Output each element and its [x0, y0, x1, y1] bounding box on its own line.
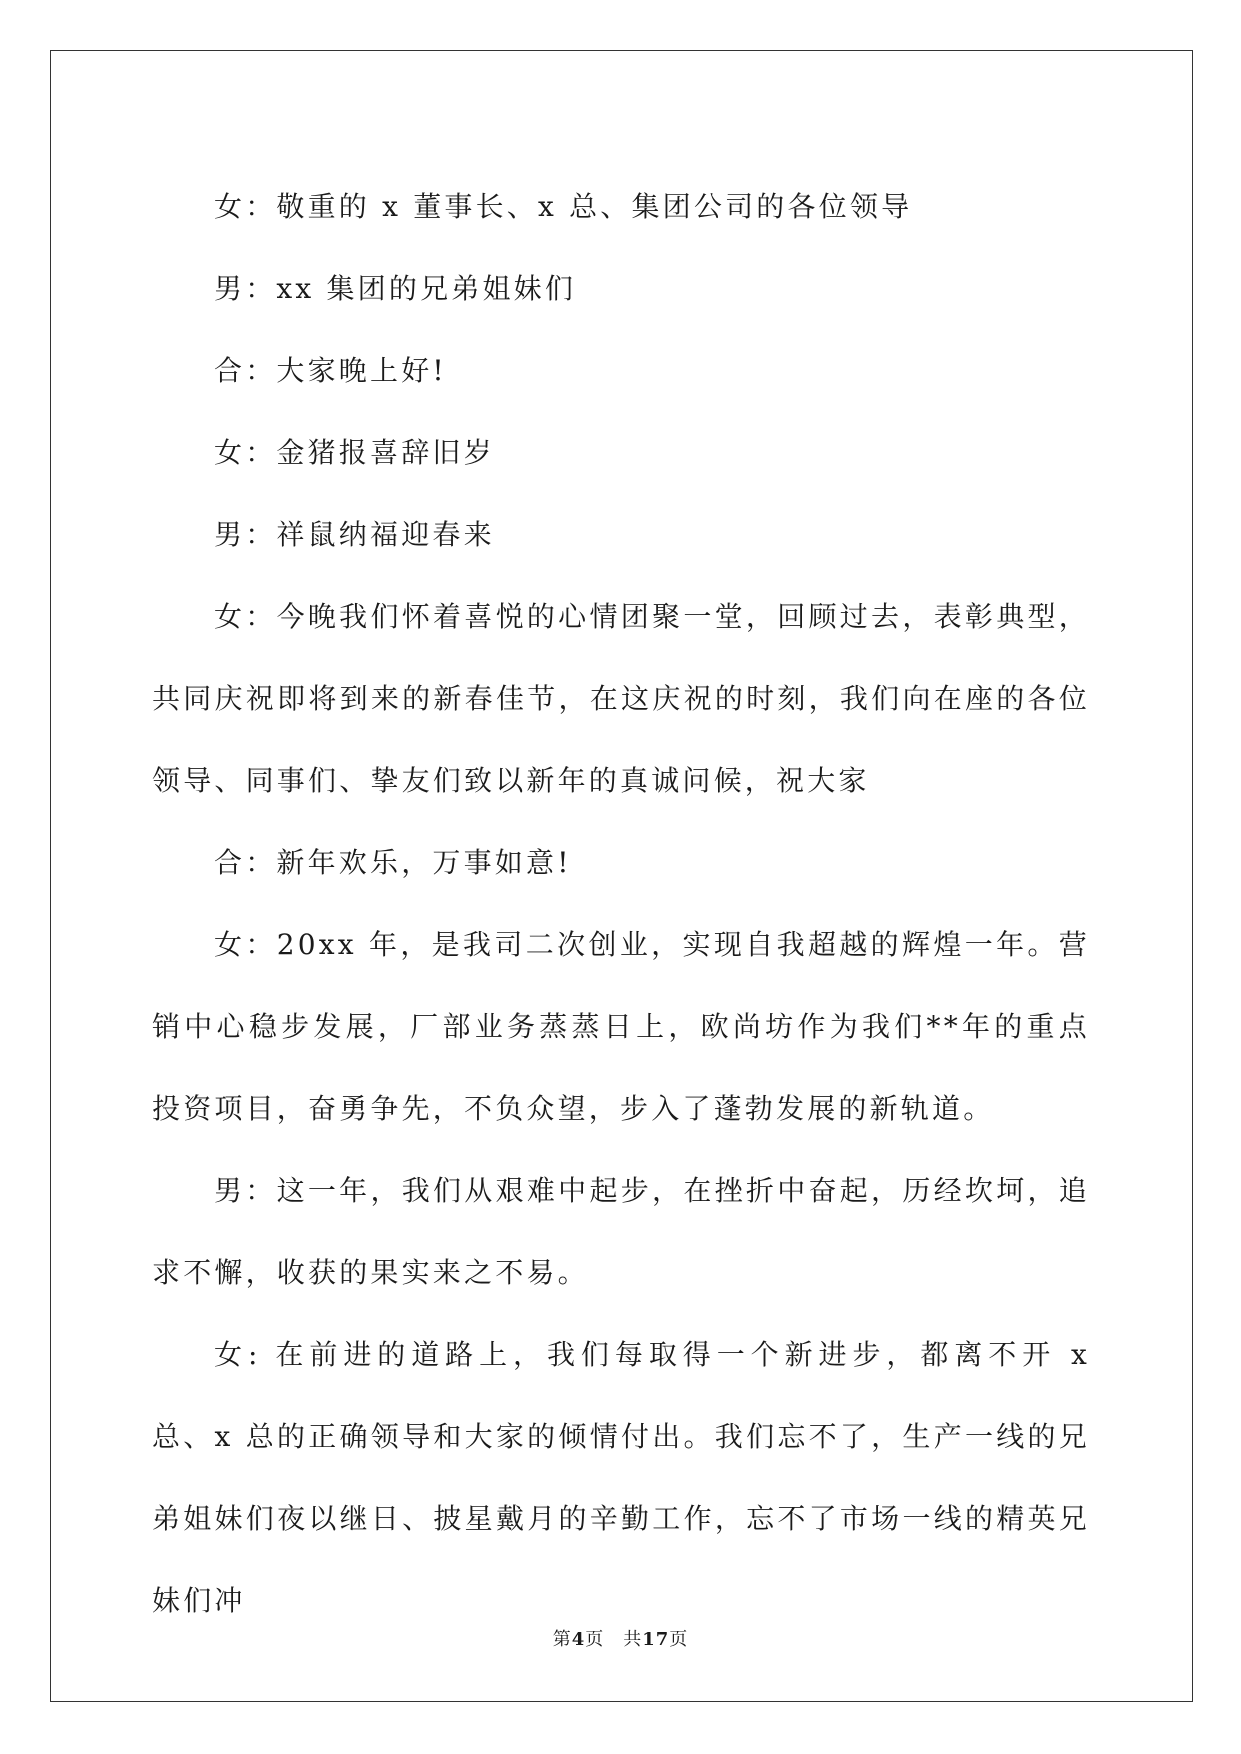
paragraph: 女：敬重的 x 董事长、x 总、集团公司的各位领导	[214, 190, 913, 223]
current-page-number: 4	[571, 1629, 586, 1650]
paragraph: 男：这一年，我们从艰难中起步，在挫折中奋起，历经坎坷，追求不懈，收获的果实来之不易。	[152, 1174, 1090, 1289]
total-pages-number: 17	[642, 1629, 670, 1650]
paragraph: 男：祥鼠纳福迎春来	[214, 518, 495, 551]
paragraph: 女: 在前进的道路上，我们每取得一个新进步，都离不开 x 总、x 总的正确领导和大家的倾情付出。我们忘不了，生产一线的兄弟姐妹们夜以继日、披星戴月的辛勤工作，忘不了市场一线的精英兄妹们冲	[152, 1338, 1090, 1617]
page-footer	[0, 1625, 1241, 1651]
paragraph: 女：今晚我们怀着喜悦的心情团聚一堂，回顾过去，表彰典型，共同庆祝即将到来的新春佳节，在这庆祝的时刻，我们向在座的各位领导、同事们、挚友们致以新年的真诚问候，祝大家	[152, 600, 1090, 797]
footer-suffix: 页	[669, 1629, 689, 1650]
footer-prefix: 第	[552, 1629, 572, 1650]
paragraph: 合：大家晚上好!	[214, 354, 447, 387]
footer-mid: 页 共	[585, 1629, 643, 1650]
paragraph: 女：20xx 年，是我司二次创业，实现自我超越的辉煌一年。营销中心稳步发展，厂部业务蒸蒸日上，欧尚坊作为我们**年的重点投资项目，奋勇争先，不负众望，步入了蓬勃发展的新轨道。	[152, 928, 1090, 1125]
paragraph: 女：金猪报喜辞旧岁	[214, 436, 495, 469]
paragraph: 男：xx 集团的兄弟姐妹们	[214, 272, 577, 305]
paragraph: 合：新年欢乐，万事如意!	[214, 846, 572, 879]
document-body	[152, 166, 1090, 1642]
